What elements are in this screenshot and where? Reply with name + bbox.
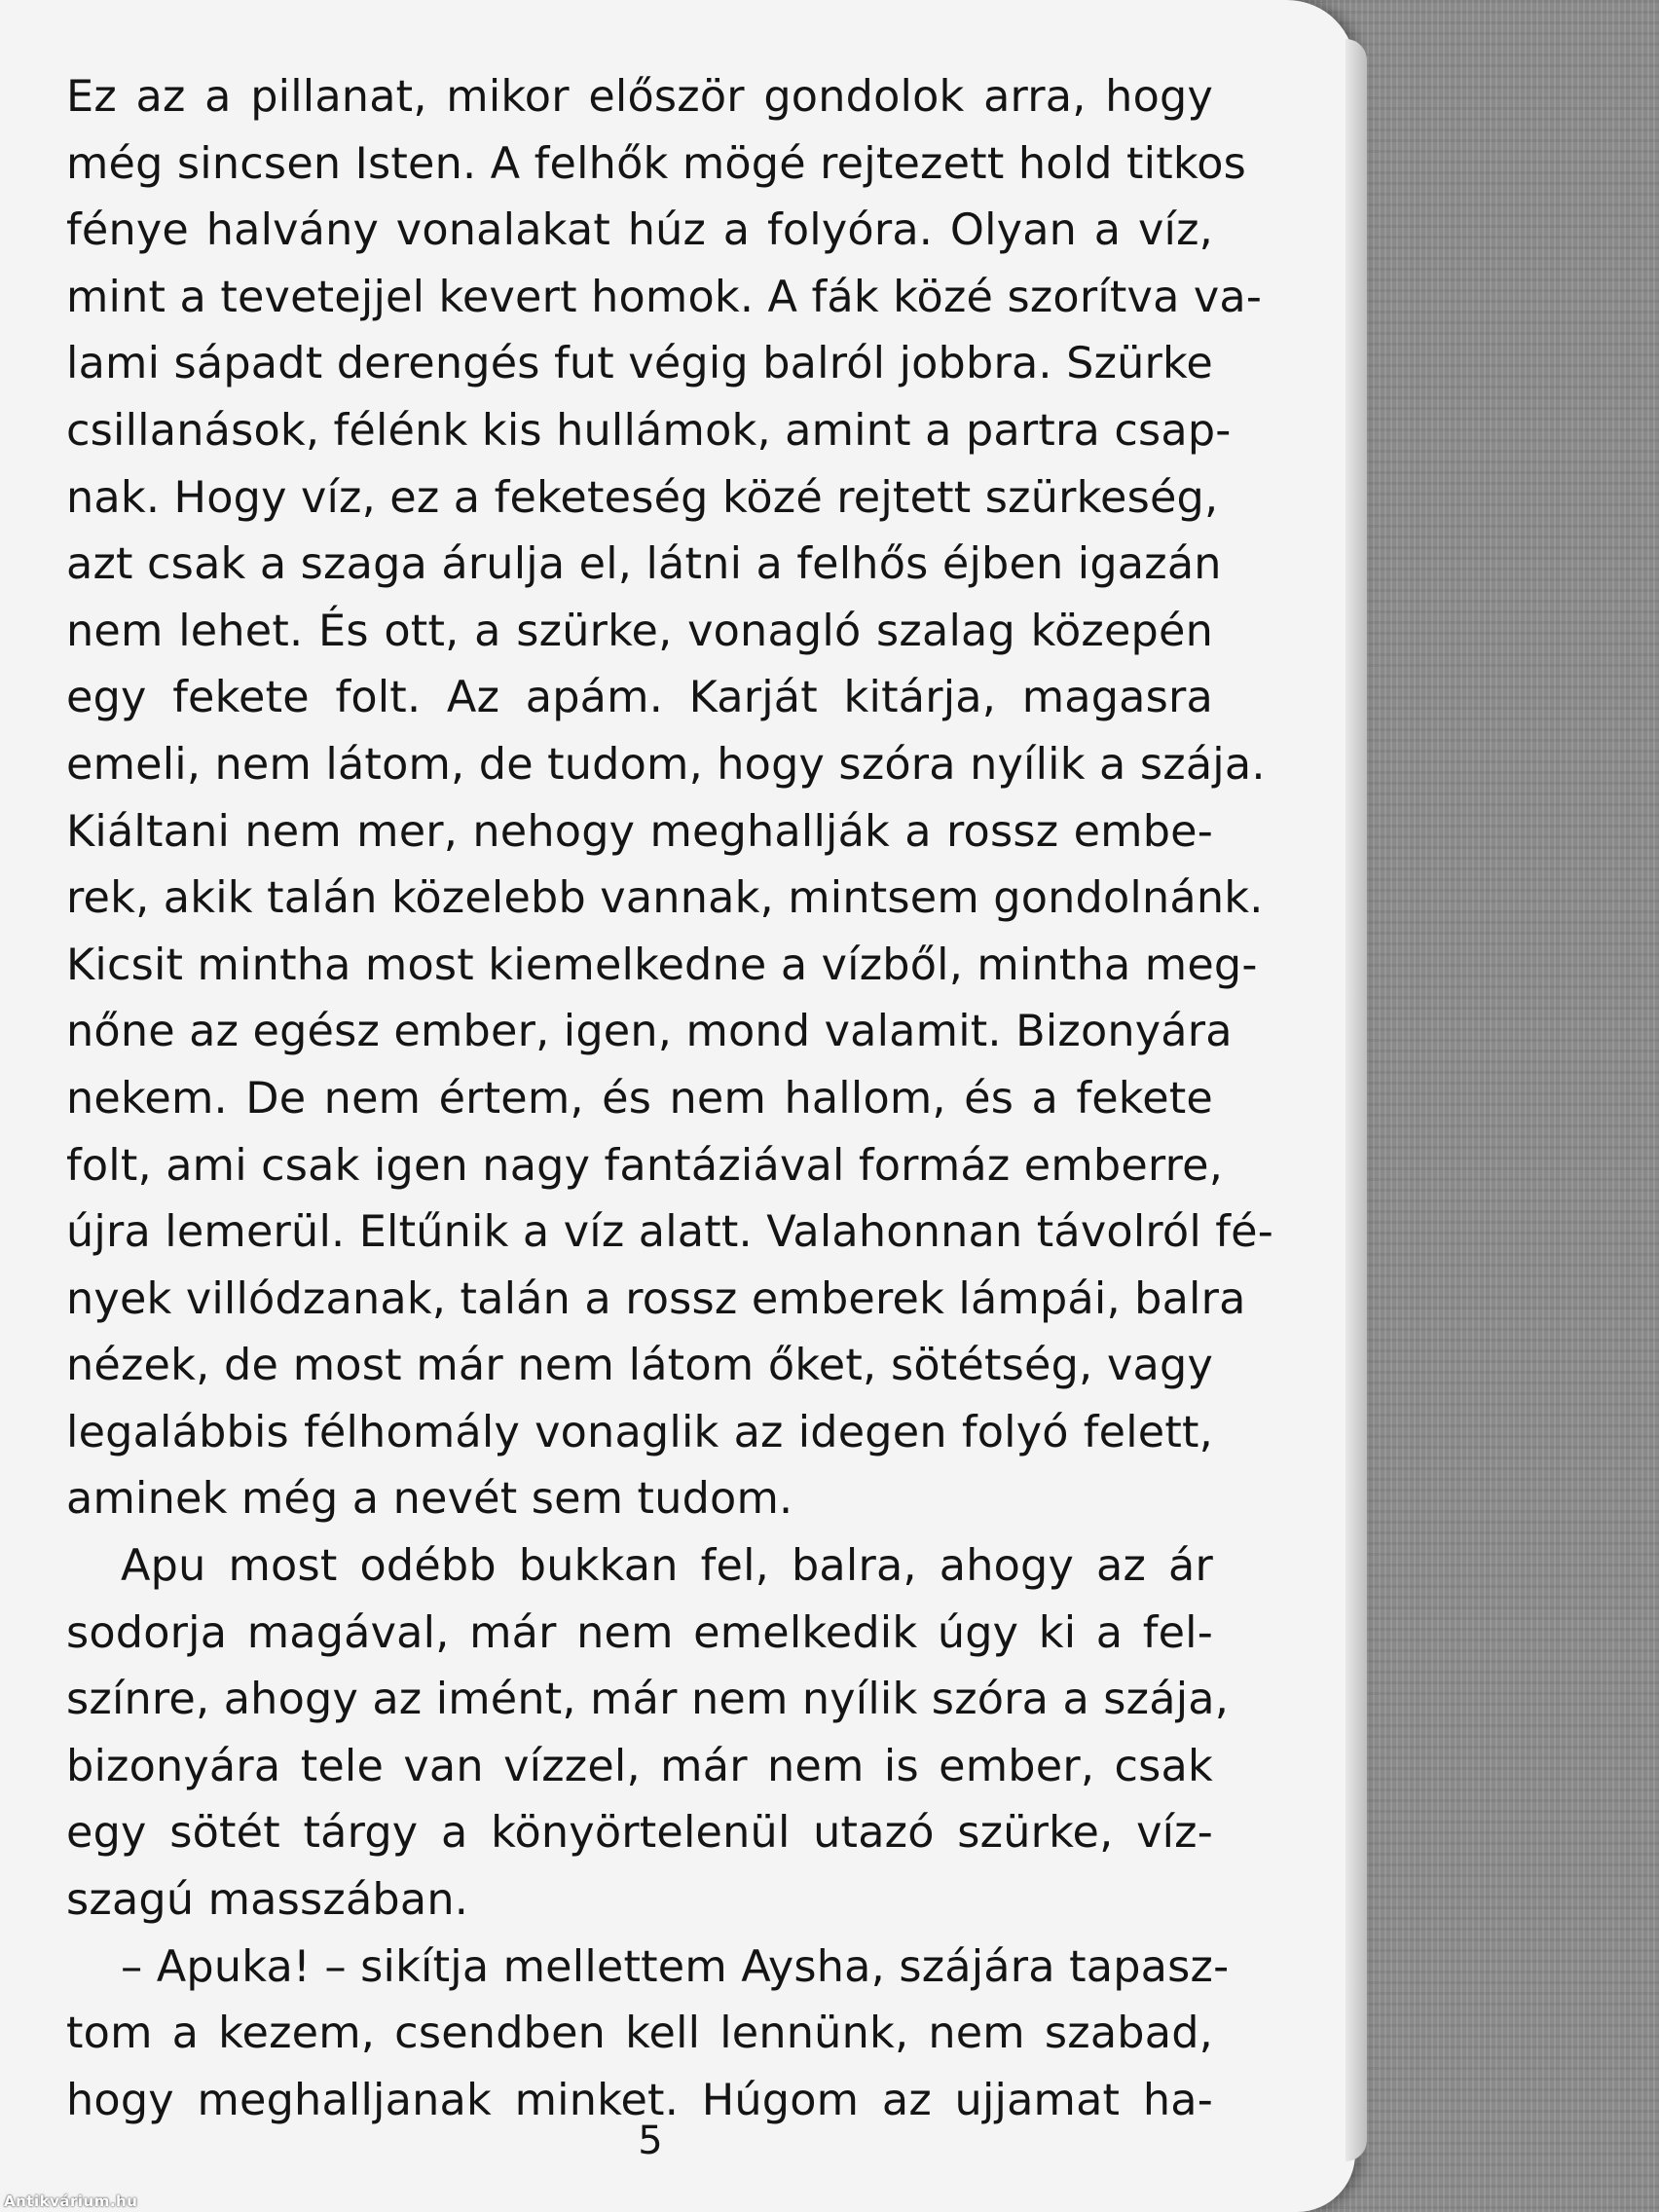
text-line: csillanások, félénk kis hullámok, amint a partra csap- (66, 405, 1232, 456)
watermark: Antikvárium.hu (4, 2193, 138, 2210)
text-line: – Apuka! – sikítja mellettem Aysha, szájára tapasz- (121, 1941, 1230, 1992)
text-line: nőne az egész ember, igen, mond valamit. Bizonyára (66, 1007, 1233, 1057)
text-line: fénye halvány vonalakat húz a folyóra. Olyan a víz, (66, 205, 1213, 256)
text-line: színre, ahogy az imént, már nem nyílik szóra a szája, (66, 1675, 1230, 1725)
text-line: nyek villódzanak, talán a rossz emberek lámpái, balra (66, 1273, 1246, 1324)
text-line: Kiáltani nem mer, nehogy meghallják a rossz embe- (66, 806, 1213, 857)
text-line: nézek, de most már nem látom őket, sötétség, vagy (66, 1341, 1213, 1391)
text-line: tom a kezem, csendben kell lennünk, nem szabad, (66, 2009, 1213, 2059)
text-line: azt csak a szaga árulja el, látni a felhős éjben igazán (66, 539, 1222, 590)
text-line: sodorja magával, már nem emelkedik úgy ki a fel- (66, 1607, 1213, 1658)
text-line: újra lemerül. Eltűnik a víz alatt. Valahonnan távolról fé- (66, 1207, 1273, 1258)
text-line: szagú masszában. (66, 1875, 469, 1926)
text-line: nem lehet. És ott, a szürke, vonagló szalag közepén (66, 606, 1213, 656)
text-line: bizonyára tele van vízzel, már nem is ember, csak (66, 1741, 1213, 1791)
text-line: rek, akik talán közelebb vannak, mintsem gondolnánk. (66, 873, 1264, 924)
text-line: hogy meghalljanak minket. Húgom az ujjamat ha- (66, 2075, 1213, 2125)
text-line: nak. Hogy víz, ez a feketeség közé rejtett szürkeség, (66, 472, 1219, 523)
text-line: lami sápadt derengés fut végig balról jobbra. Szürke (66, 339, 1213, 389)
text-line: egy sötét tárgy a könyörtelenül utazó szürke, víz- (66, 1808, 1213, 1859)
body-text (66, 64, 1273, 2134)
text-line: egy fekete folt. Az apám. Karját kitárja, magasra (66, 673, 1213, 723)
text-line: Kicsit mintha most kiemelkedne a vízből, mintha meg- (66, 940, 1258, 990)
text-line: nekem. De nem értem, és nem hallom, és a fekete (66, 1073, 1213, 1124)
text-line: még sincsen Isten. A felhők mögé rejtezett hold titkos (66, 138, 1247, 189)
text-line: mint a tevetejjel kevert homok. A fák közé szorítva va- (66, 272, 1263, 322)
text-line: emeli, nem látom, de tudom, hogy szóra nyílik a szája. (66, 739, 1266, 790)
text-line: aminek még a nevét sem tudom. (66, 1474, 793, 1525)
page-number: 5 (638, 2119, 663, 2163)
page-edge (1346, 39, 1367, 2161)
text-line: folt, ami csak igen nagy fantáziával formáz emberre, (66, 1140, 1224, 1191)
text-line: legalábbis félhomály vonaglik az idegen folyó felett, (66, 1407, 1213, 1457)
text-line: Apu most odébb bukkan fel, balra, ahogy az ár (121, 1541, 1213, 1592)
text-line: Ez az a pillanat, mikor először gondolok arra, hogy (66, 72, 1213, 122)
